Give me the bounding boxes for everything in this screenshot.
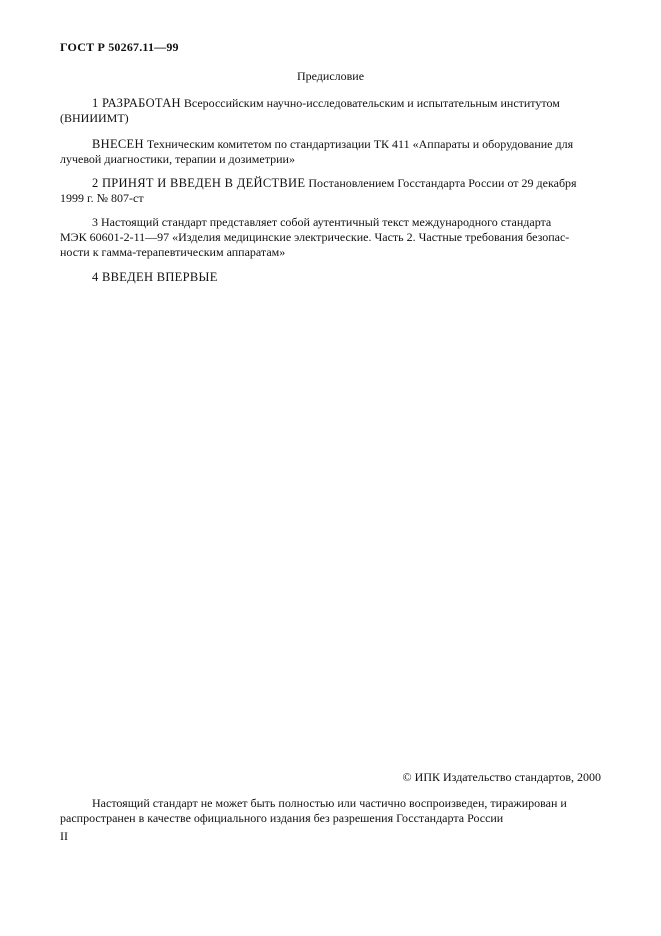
paragraph-text: Постановлением Госстандарта России от 29 декабря bbox=[305, 176, 577, 190]
paragraph-line: лучевой диагностики, терапии и дозиметрии» bbox=[60, 152, 295, 166]
paragraph-line: ности к гамма-терапевтическим аппаратам» bbox=[60, 245, 286, 259]
page-number: II bbox=[60, 829, 68, 843]
notice-line: Настоящий стандарт не может быть полностью или частично воспроизведен, тиражирован и bbox=[92, 796, 567, 810]
paragraph-line: (ВНИИИМТ) bbox=[60, 111, 129, 125]
paragraph-text: Всероссийским научно-исследовательским и испытательным институтом bbox=[180, 96, 560, 110]
paragraph-adopted bbox=[60, 176, 600, 206]
paragraph-introduced bbox=[60, 137, 600, 167]
paragraph-authentic-text bbox=[60, 215, 600, 260]
paragraph-text: Техническим комитетом по стандартизации ТК 411 «Аппараты и оборудование для bbox=[143, 137, 574, 151]
paragraph-first-introduced bbox=[60, 270, 600, 285]
paragraph-developed bbox=[60, 96, 600, 126]
paragraph-line: 3 Настоящий стандарт представляет собой аутентичный текст международного стандарта bbox=[92, 215, 552, 229]
paragraph-caps: 1 РАЗРАБОТАН bbox=[92, 96, 181, 110]
notice-line: распространен в качестве официального издания без разрешения Госстандарта России bbox=[60, 811, 504, 825]
paragraph-line: 1999 г. № 807-ст bbox=[60, 191, 144, 205]
paragraph-line bbox=[60, 137, 600, 152]
standard-code: ГОСТ Р 50267.11—99 bbox=[60, 40, 179, 54]
paragraph-line: 4 ВВЕДЕН ВПЕРВЫЕ bbox=[92, 270, 218, 284]
reproduction-notice bbox=[60, 796, 600, 826]
paragraph-caps: 2 ПРИНЯТ И ВВЕДЕН В ДЕЙСТВИЕ bbox=[92, 176, 306, 190]
copyright-notice: © ИПК Издательство стандартов, 2000 bbox=[402, 770, 601, 784]
paragraph-caps: ВНЕСЕН bbox=[92, 137, 144, 151]
paragraph-line bbox=[60, 96, 600, 111]
paragraph-line bbox=[60, 176, 600, 191]
page-title: Предисловие bbox=[296, 69, 365, 83]
paragraph-line: МЭК 60601-2-11—97 «Изделия медицинские электрические. Часть 2. Частные требования безопас- bbox=[60, 230, 570, 244]
